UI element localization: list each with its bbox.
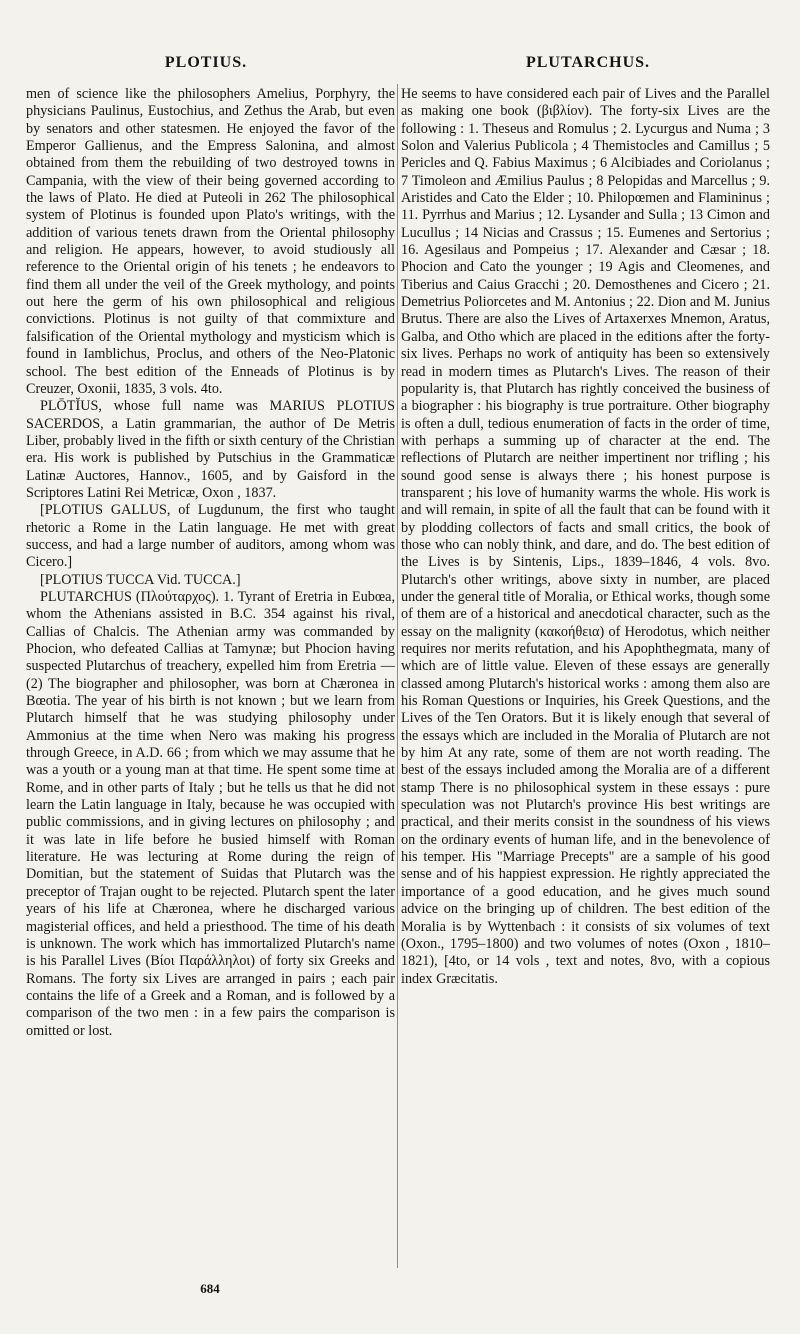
left-running-head: PLOTIUS. xyxy=(164,54,248,71)
left-column xyxy=(26,86,395,1040)
plotius-tucca-entry: [PLOTIUS TUCCA Vid. TUCCA.] xyxy=(40,571,241,588)
right-column xyxy=(401,86,770,988)
right-running-head: PLUTARCHUS. xyxy=(525,54,651,71)
page-number: 684 xyxy=(200,1281,220,1296)
plotius-gallus-entry: [PLOTIUS GALLUS, of Lugdunum, the first who taught rhetoric a Rome in the Latin language. He met with great success, and had a large number of auditors, among whom was Cicero.] xyxy=(26,502,395,571)
plotius-entry: PLŌTĬUS, whose full name was MARIUS PLOTIUS SACERDOS, a Latin grammarian, the author of De Metris Liber, probably lived in the fifth or sixth century of the Christian era. His work is published by Putschius in the Grammaticæ Latinæ Auctores, Hannov., 1605, and by Gaisford in the Scriptores Latini Rei Metricæ, Oxon , 1837. xyxy=(26,398,395,501)
plotinus-entry-continuation: men of science like the philosophers Amelius, Porphyry, the physicians Paulinus, Eustochius, and Zethus the Arab, but even by senators and other statesmen. He enjoyed the favor of the Emperor Gallienus, and the Empress Salonina, and almost obtained from them the rebuilding of two destroyed towns in Campania, with the view of their being governed according to the laws of Plato. He died at Puteoli in 262 The philosophical system of Plotinus is founded upon Plato's writings, with the addition of various tenets drawn from the Oriental philosophy and religion. He appears, however, to avoid studiously all reference to the Oriental origin of his tenets ; he endeavors to find them all under the veil of the Greek mythology, and points out here the germ of his own philosophical and religious convictions. Plotinus is not guilty of that commixture and falsification of the Oriental mythology and mysticism which is found in Iamblichus, Proclus, and others of the Neo-Platonic school. The best edition of the Enneads of Plotinus is by Creuzer, Oxonii, 1835, 3 vols. 4to. xyxy=(26,86,395,397)
running-header xyxy=(0,54,800,76)
column-divider xyxy=(397,84,398,1268)
plutarchus-entry: PLUTARCHUS (Πλούταρχος). 1. Tyrant of Eretria in Eubœa, whom the Athenians assisted in B.C. 354 against his rival, Callias of Chalcis. The Athenian army was commanded by Phocion, who defeated Callias at Tamynæ; but Phocion having suspected Plutarchus of treachery, expelled him from Eretria —(2) The biographer and philosopher, was born at Chæronea in Bœotia. The year of his birth is not known ; but we learn from Plutarch himself that he was studying philosophy under Ammonius at the time when Nero was making his progress through Greece, in A.D. 66 ; from which we may assume that he was a youth or a young man at that time. He spent some time at Rome, and in other parts of Italy ; but he tells us that he did not learn the Latin language in Italy, because he was occupied with public commissions, and in giving lectures on philosophy ; and it was late in life before he busied himself with Roman literature. He was lecturing at Rome during the reign of Domitian, but the statement of Suidas that Plutarch was the preceptor of Trajan ought to be rejected. Plutarch spent the later years of his life at Chæronea, where he discharged various magisterial offices, and held a priesthood. The time of his death is unknown. The work which has immortalized Plutarch's name is his Parallel Lives (Βίοι Παράλληλοι) of forty six Greeks and Romans. The forty six Lives are arranged in pairs ; each pair contains the life of a Greek and a Roman, and is followed by a comparison of the two men : in a few pairs the comparison is omitted or lost. xyxy=(26,588,395,1039)
plutarchus-entry-continuation: He seems to have considered each pair of Lives and the Parallel as making one book (βιβλίον). The forty-six Lives are the following : 1. Theseus and Romulus ; 2. Lycurgus and Numa ; 3 Solon and Valerius Publicola ; 4 Themistocles and Camillus ; 5 Pericles and Q. Fabius Maximus ; 6 Alcibiades and Coriolanus ; 7 Timoleon and Æmilius Paulus ; 8 Pelopidas and Marcellus ; 9. Aristides and Cato the Elder ; 10. Philopœmen and Flamininus ; 11. Pyrrhus and Marius ; 12. Lysander and Sulla ; 13 Cimon and Lucullus ; 14 Nicias and Crassus ; 15. Eumenes and Sertorius ; 16. Agesilaus and Pompeius ; 17. Alexander and Cæsar ; 18. Phocion and Cato the younger ; 19 Agis and Cleomenes, and Tiberius and Caius Gracchi ; 20. Demosthenes and Cicero ; 21. Demetrius Poliorcetes and M. Antonius ; 22. Dion and M. Junius Brutus. There are also the Lives of Artaxerxes Mnemon, Aratus, Galba, and Otho which are placed in the editions after the forty-six lives. Perhaps no work of antiquity has been so extensively read in modern times as Plutarch's Lives. The reason of their popularity is, that Plutarch has rightly conceived the business of a biographer : his biography is true portraiture. Other biography is often a dull, tedious enumeration of facts in the order of time, with perhaps a summing up of character at the end. The reflections of Plutarch are neither impertinent nor trifling ; his sound good sense is always there ; his honest purpose is transparent ; his love of humanity warms the whole. His work is and will remain, in spite of all the fault that can be found with it by plodding collectors of facts and small critics, the book of those who can nobly think, and dare, and do. The best edition of the Lives is by Sintenis, Lips., 1839–1846, 4 vols. 8vo. Plutarch's other writings, above sixty in number, are placed under the general title of Moralia, or Ethical works, though some of them are of a historical and anecdotical character, such as the essay on the malignity (κακοήθεια) of Herodotus, which neither requires nor merits refutation, and his Apophthegmata, many of which are of little value. Eleven of these essays are generally classed among Plutarch's historical works : among them also are his Roman Questions or Inquiries, his Greek Questions, and the Lives of the Ten Orators. But it is likely enough that several of the essays which are included in the Moralia of Plutarch are not by him At any rate, some of them are not worth reading. The best of the essays included among the Moralia are of a different stamp There is no philosophical system in these essays : pure speculation was not Plutarch's province His best writings are practical, and their merits consist in the soundness of his views on the ordinary events of human life, and in the benevolence of his temper. His "Marriage Precepts" are a sample of his good sense and of his happiest expression. He rightly appreciated the importance of a good education, and he gives much sound advice on the bringing up of children. The best edition of the Moralia is by Wyttenbach : it consists of six volumes of text (Oxon., 1795–1800) and two volumes of notes (Oxon , 1810–1821), [4to, or 14 vols , text and notes, 8vo, with a copious index Græcitatis. xyxy=(401,86,770,987)
